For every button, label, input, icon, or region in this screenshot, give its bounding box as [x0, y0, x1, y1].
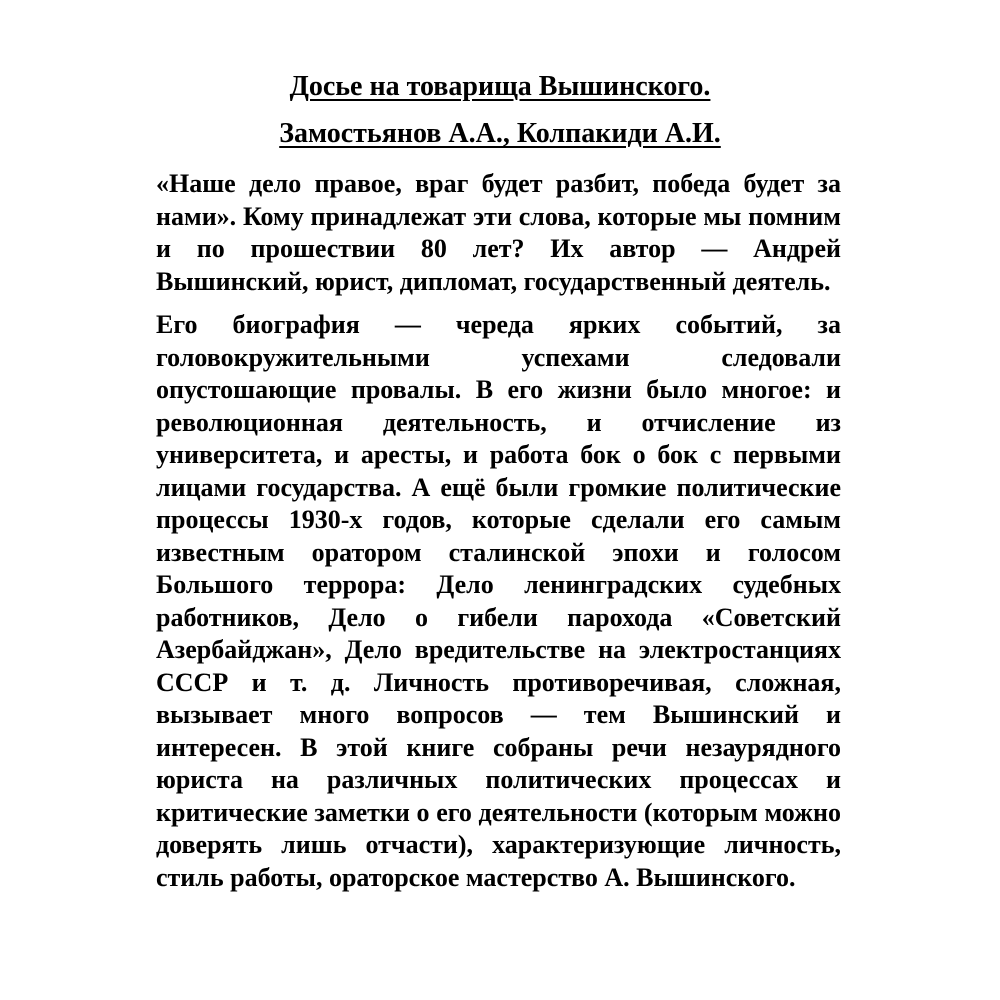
- document-authors: [0, 118, 1000, 150]
- paragraph-biography: Его биография — череда ярких событий, за головокружительными успехами следовали опустошающие провалы. В его жизни было многое: и революционная деятельность, и отчисление из университета, и аресты, и работа бок о бок с первыми лицами государства. А ещё были громкие политические процессы 1930-х годов, которые сделали его самым известным оратором сталинской эпохи и голосом Большого террора: Дело ленинградских судебных работников, Дело о гибели парохода «Советский Азербайджан», Дело вредительстве на электростанциях СССР и т. д. Личность противоречивая, сложная, вызывает много вопросов — тем Вышинский и интересен. В этой книге собраны речи незаурядного юриста на различных политических процессах и критические заметки о его деятельности (которым можно доверять лишь отчасти), характеризующие личность, стиль работы, ораторское мастерство А. Вышинского.: [156, 310, 841, 892]
- document-authors-text: Замостьянов А.А., Колпакиди А.И.: [279, 118, 721, 149]
- document-title-text: Досье на товарища Вышинского.: [289, 71, 711, 102]
- paragraph-intro: «Наше дело правое, враг будет разбит, победа будет за нами». Кому принадлежат эти слова, которые мы помним и по прошествии 80 лет? Их автор — Андрей Вышинский, юрист, дипломат, государственный деятель.: [156, 169, 841, 296]
- document-title: [0, 71, 1000, 103]
